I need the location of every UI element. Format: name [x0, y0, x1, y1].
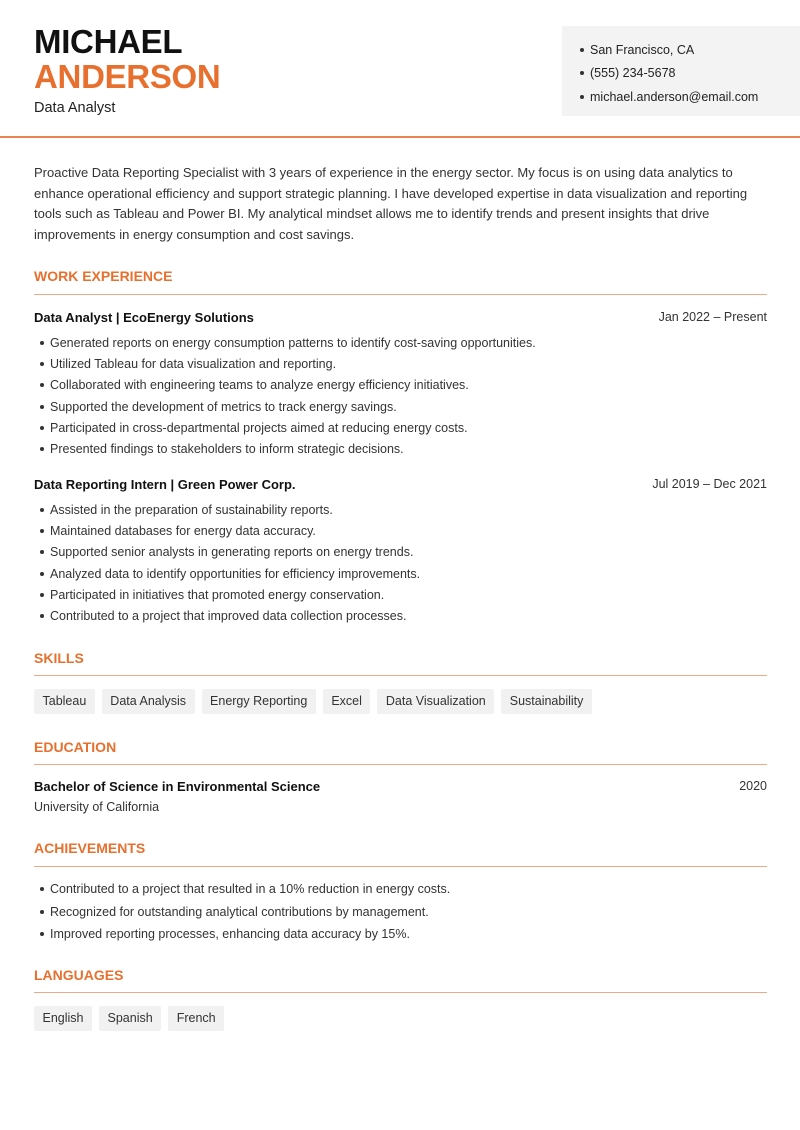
candidate-name: [34, 24, 220, 94]
section-divider: [34, 992, 767, 993]
school-name: University of California: [34, 800, 160, 814]
job-dates: Jul 2019 – Dec 2021: [652, 477, 767, 491]
bullet-icon: [40, 362, 44, 366]
bullet-icon: [40, 447, 44, 451]
skills-list: [34, 689, 599, 714]
bullet-icon: [40, 405, 44, 409]
job-bullets: [40, 332, 760, 460]
section-title-work: WORK EXPERIENCE: [34, 268, 173, 284]
bullet-icon: [40, 887, 44, 891]
list-item: Assisted in the preparation of sustainability reports.: [40, 499, 760, 520]
contact-location: San Francisco, CA: [580, 38, 800, 62]
first-name: MICHAEL: [34, 23, 183, 60]
contact-box: [562, 26, 800, 116]
professional-summary: Proactive Data Reporting Specialist with 3 years of experience in the energy sector. My focus is on using data analytics to enhance operational efficiency and support strategic planning. I have developed expertise in data visualization and reporting tools such as Tableau and Power BI. My analytical mindset allows me to identify trends and present insights that drive improvements in energy consumption and cost savings.: [34, 165, 748, 243]
bullet-icon: [580, 48, 584, 52]
list-item: Presented findings to stakeholders to inform strategic decisions.: [40, 438, 760, 459]
section-title-education: EDUCATION: [34, 739, 117, 755]
job-bullets: [40, 499, 760, 627]
bullet-icon: [40, 932, 44, 936]
language-chip: Spanish: [99, 1006, 161, 1031]
bullet-icon: [40, 529, 44, 533]
list-item: Participated in cross-departmental projects aimed at reducing energy costs.: [40, 417, 760, 438]
section-divider: [34, 764, 767, 765]
education-header: [34, 779, 767, 794]
list-item: Recognized for outstanding analytical contributions by management.: [40, 901, 760, 924]
contact-phone: (555) 234-5678: [580, 62, 800, 86]
section-title-achievements: ACHIEVEMENTS: [34, 840, 146, 856]
bullet-icon: [40, 593, 44, 597]
bullet-icon: [40, 910, 44, 914]
job-header: [34, 477, 767, 492]
list-item: Utilized Tableau for data visualization and reporting.: [40, 353, 760, 374]
bullet-icon: [40, 426, 44, 430]
skill-chip: Tableau: [34, 689, 95, 714]
skill-chip: Sustainability: [501, 689, 592, 714]
bullet-icon: [40, 550, 44, 554]
section-divider: [34, 675, 767, 676]
job-dates: Jan 2022 – Present: [658, 310, 767, 324]
contact-email: michael.anderson@email.com: [580, 85, 800, 109]
list-item: Supported senior analysts in generating reports on energy trends.: [40, 542, 760, 563]
job-role: Data Reporting Intern | Green Power Corp.: [34, 477, 296, 492]
bullet-icon: [40, 383, 44, 387]
bullet-icon: [40, 341, 44, 345]
section-title-languages: LANGUAGES: [34, 967, 124, 983]
list-item: Contributed to a project that improved data collection processes.: [40, 605, 760, 626]
language-chip: English: [34, 1006, 92, 1031]
bullet-icon: [40, 572, 44, 576]
bullet-icon: [40, 614, 44, 618]
resume-header: [0, 0, 800, 138]
list-item: Analyzed data to identify opportunities for efficiency improvements.: [40, 563, 760, 584]
job-header: [34, 310, 767, 325]
skill-chip: Excel: [323, 689, 371, 714]
list-item: Generated reports on energy consumption patterns to identify cost-saving opportunities.: [40, 332, 760, 353]
bullet-icon: [580, 95, 584, 99]
last-name: ANDERSON: [34, 58, 221, 95]
section-divider: [34, 866, 767, 867]
section-divider: [34, 294, 767, 295]
bullet-icon: [40, 508, 44, 512]
skill-chip: Energy Reporting: [202, 689, 316, 714]
list-item: Maintained databases for energy data accuracy.: [40, 520, 760, 541]
list-item: Collaborated with engineering teams to analyze energy efficiency initiatives.: [40, 375, 760, 396]
skill-chip: Data Analysis: [102, 689, 195, 714]
section-title-skills: SKILLS: [34, 650, 84, 666]
list-item: Participated in initiatives that promoted energy conservation.: [40, 584, 760, 605]
achievements-list: [40, 878, 760, 946]
bullet-icon: [580, 71, 584, 75]
list-item: Supported the development of metrics to track energy savings.: [40, 396, 760, 417]
languages-list: [34, 1006, 231, 1031]
job-role: Data Analyst | EcoEnergy Solutions: [34, 310, 254, 325]
skill-chip: Data Visualization: [377, 689, 494, 714]
list-item: Contributed to a project that resulted in a 10% reduction in energy costs.: [40, 878, 760, 901]
language-chip: French: [168, 1006, 224, 1031]
degree: Bachelor of Science in Environmental Science: [34, 779, 321, 794]
graduation-year: 2020: [739, 779, 767, 793]
list-item: Improved reporting processes, enhancing data accuracy by 15%.: [40, 923, 760, 946]
job-title: Data Analyst: [34, 100, 116, 116]
